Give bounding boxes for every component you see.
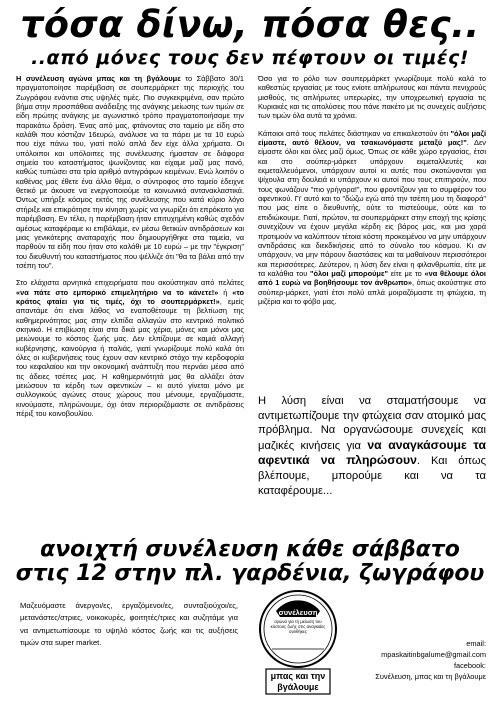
headline (8, 4, 492, 69)
right-column (258, 74, 486, 314)
right-paragraph-1: Όσο για το ρόλο των σουπερμάρκετ γνωρίζουμε πολύ καλά το καθεστώς εργασίας με τους ενίοτε απλήρωτους και πάντα πενιχρούς μισθούς, τις απλήρωτες υπερωρίες, την υποχρεωτική εργασία τις Κυριακές και τις απολύσεις που πάνε πακέτο με τις συνεχείς αυξήσεις των τιμών όλα αυτά τα χρόνια. (258, 74, 486, 121)
left-paragraph-2: Στο ελάχιστα αρνητικά επιχειρήματα που ακούστηκαν από πελάτες «να πάτε στο εμπορικό επιμελητήριο να το κάνετε!» ή «το κράτος φταίει για τις τιμές, όχι το σουπερμάρκετ!», εμείς απαντάμε ότι είναι λάθος να εναποθέτουμε τη βελτίωση της καθημερινότητας μας στην ελπίδα αλλαγών στο κεντρικό πολιτικό σκηνικό. Η επιβίωση είναι στα δικά μας χέρια, μόνες και μόνοι μας μειώνουμε το κόστος ζωής μας. Δεν ελπίζουμε σε καμιά αλλαγή κυβέρνησης, καινούργια ή παλιάς, γιατί γνωρίζουμε πολύ καλά ότι όλες οι κυβερνήσεις τους έχουν σαν κεντρικό στόχο την κερδοφορία του κεφαλαίου και την οικονομική ανάπτυξη που περνάει μέσα από τις άδειες τσέπες μας. Η καθημερινότητά μας θα αλλάξει όταν μειώσουν τα κέρδη των αφεντικών – κι αυτό γίνεται μόνο με συλλογικούς αγώνες στους χώρους που μένουμε, εργαζόμαστε, κινούμαστε, πληρώνουμε, όχι όταν περιοριζόμαστε σε αντιδράσεις πέριξ του κοινοβουλίου. (16, 278, 244, 419)
left-paragraph-1: Η συνέλευση αγώνα μπας και τη βγάλουμε το Σάββατο 30/1 πραγματοποίησε παρέμβαση σε σουπερμάρκετ της περιοχής του Ζωγράφου ενάντια στις υψηλές τιμές. Πιο συγκεκριμένα, σαν πρώτο βήμα στην προσπάθεια ανάδειξης της ανάγκης μείωσης των τιμών σε είδη πρώτης ανάγκης με αγωνιστικό τρόπο πραγματοποιήσαμε την παρακάτω δράση. Ένας από μας, φτάνοντας στο ταμείο με είδη στο καλάθι που κόστιζαν 16ευρώ, ανάλυσε να τα πάρει με τα 10 ευρώ που είχε πάνω του, γιατί πολύ απλά δεν είχε άλλα χρήματα. Οι υπόλοιποι και υπόλοιπες της συνέλευσης ήμασταν σε διάφορα σημεία του καταστήματος ψωνίζοντας και είχαμε μαζί μας πανό, καθώς τυπώσει στα τρία αριθμό αντιγράφων κειμένων. Ενώ λοιπόν ο καθένας μας έθετε ένα άλλο θέμα, ο σύντροφος στο ταμείο έδειχνε θετικό με άκουσε να ενεργοποιούμε τα κοινωνικά αντανακλαστικά. Όντως υπήρξε κόσμος εκτός της συνέλευσης που κατά κύριο λόγο στήριξε και επικρότησε την κίνηση χωρίς να γνωρίζει ότι επρόκειτο για παρέμβαση. Εν τέλει, η παρέμβαση ήταν επιτυχημένη καθώς σχεδόν αμέσως καταφέραμε κι επιβάλαμε, εν μέσω θετικών αντιδράσεων και μιας γενικότερης αναταραχής που δημιουργήθηκε στα ταμεία, να παρθούν τα είδη που ήταν στο καλάθι με 10 ευρώ – με την "έγκριση" του διευθυντή του καταστήματος που ψέλλιζε ότι "θα τα βάλει από την τσέπη του". (16, 74, 244, 270)
invitation-text: Μαζευόμαστε άνεργοι/ες, εργαζόμενοι/ες, συνταξιούχοι/ες, μετανάστες/στριες, νοικοκυρές, φοιτητές/τριες και συζητάμε για να αντιμετωπίσουμε το υψηλό κόστος ζωής και τις αυξήσεις τιμών στα super market. (20, 601, 238, 648)
solution-emphasis: να αναγκάσουμε τα αφεντικά να πληρώσουν (258, 437, 486, 468)
logo-bottom-2: βγάλουμε (277, 682, 319, 692)
logo-tagline: αγώνα για τη μείωση του κόστους ζωής στις αναγκαίες συνθήκες (270, 619, 326, 635)
solution-paragraph: Η λύση είναι να σταματήσουμε να αντιμετωπίζουμε την φτώχεια σαν ατομικό μας πρόβλημα. Να οργανώσουμε συνεχείς και μαζικές κινήσεις για να αναγκάσουμε τα αφεντικά να πληρώσουν. Και όπως βλέπουμε, μπορούμε και να τα καταφέρουμε... (258, 395, 486, 497)
email-label: email: (466, 639, 486, 648)
headline-main: τόσα δίνω, πόσα θες.. (20, 3, 480, 46)
banner-line-1: ανοιχτή συνέλευση κάθε σάββατο (40, 537, 460, 562)
facebook-page[interactable]: Συνέλευση, μπας και τη βγάλουμε (375, 672, 486, 681)
facebook-label: facebook: (453, 661, 486, 670)
logo-bottom-1: μπας και την (270, 671, 326, 681)
right-paragraph-2: Κάποιοι από τους πελάτες διάστηκαν να επικαλεστούν ότι "όλοι μαζί είμαστε, αυτό θέλουν, να τσακωνόμαστε μεταξύ μας!". Δεν είμαστε όλοι και όλες μαζί όμως. Όπως σε κάθε χώρο εργασίας, έτσι και στο σούπερ-μάρκετ υπάρχουν εκμεταλλευτές και εκμεταλλευόμενοι, υπάρχουν αυτοί κι αυτές που σκοτώνονται για ψίχουλα στη δουλειά κι υπάρχουν κι αυτοί που τους επιτηρούν, που τους φωνάζουν "πιο γρήγορα!", που φροντίζουν για το συμφέρον του αφεντικού. Γι' αυτό και το "δώζω εγώ από την τσέπη μου τη διαφορά" που μας είπε ο διευθυντής, ούτε το πιστεύουμε, ούτε και το επιδιώκουμε. Γιατί, πρώτον, τα σουπερμάρκετ στην εποχή της κρίσης συνεχίζουν να έχουν μεγάλα κέρδη εις βάρος μας, και μια χαρά προτιμούν να καλύπτουν τέτοια κόστη προκειμένου να μην υπάρχουν αντιδράσεις και διεκδικήσεις από το σύνολο του κόσμου. Κι αν υπάρχουν, να μην πάρουν διαστάσεις και τα μαθαίνουν περισσότεροι και περισσότερες. Δεύτερον, η λύση δεν είναι η φιλανθρωπία, είτε με τα καλάθια του "όλοι μαζί μπορούμε" είτε με το «να θέλουμε όλοι από 1 ευρώ να βοηθήσουμε τον άνθρωπο», όπως ακούστηκε στο σούπερ-μάρκετ, γιατί έτσι πολύ απλά μοιραζόμαστε τη φτώχεια, τη μιζέρια και το φόβο μας. (258, 128, 487, 306)
meeting-banner (6, 538, 494, 586)
assembly-name: Η συνέλευση αγώνα μπας και τη βγάλουμε (16, 74, 181, 83)
left-column (16, 74, 244, 426)
contact-info (316, 638, 486, 682)
logo-top-word: συνέλευση (278, 608, 318, 617)
banner-line-2: στις 12 στην πλ. γαρδένια, ζωγράφου (15, 561, 485, 586)
headline-sub: ..από μόνες τους δεν πέφτουν οι τιμές! (31, 47, 469, 69)
email-address[interactable]: mpaskaitinbgalume@gmail.com (381, 650, 486, 659)
